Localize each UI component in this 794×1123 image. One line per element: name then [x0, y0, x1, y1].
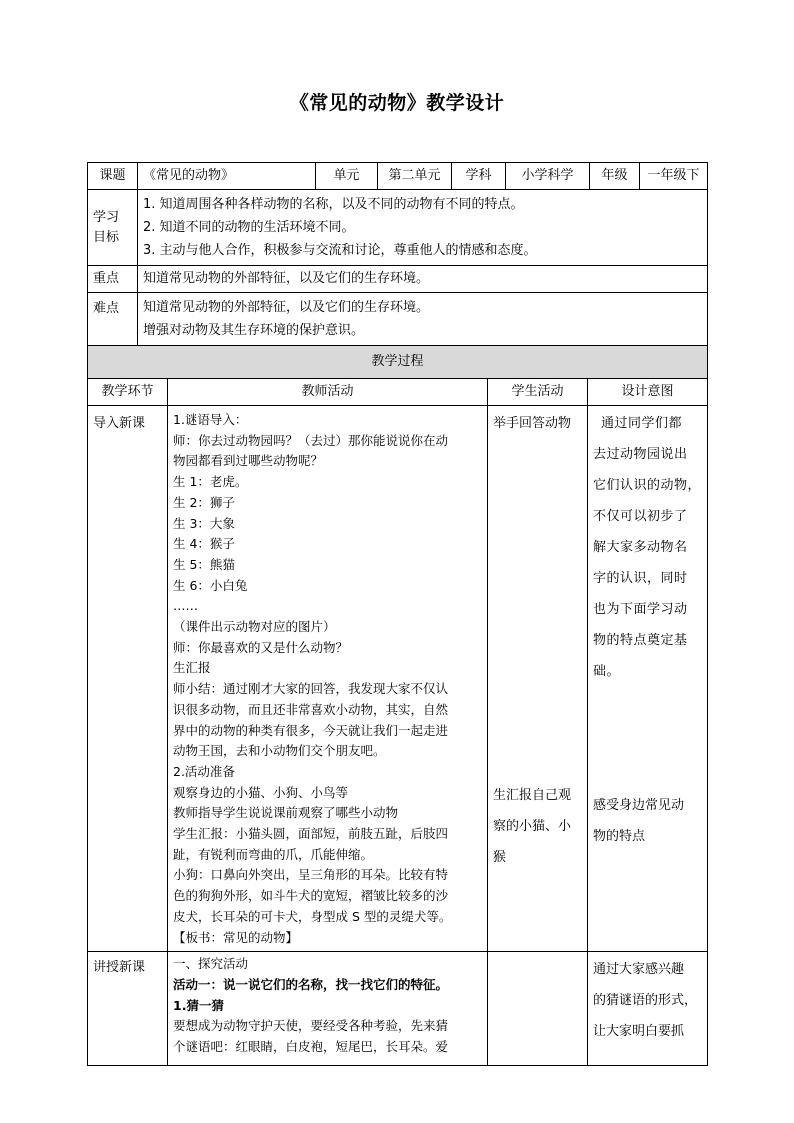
grade-label: 年级	[590, 163, 640, 190]
goals-label: 学习 目标	[88, 190, 138, 266]
header-student: 学生活动	[488, 379, 588, 406]
lesson-info-table	[87, 162, 708, 346]
design-intent-new: 通过大家感兴趣 的猜谜语的形式， 让大家明白要抓	[588, 952, 708, 1066]
stage-intro: 导入新课	[88, 406, 168, 952]
key-value: 知道常见动物的外部特征，以及它们的生存环境。	[138, 266, 708, 293]
header-stage: 教学环节	[88, 379, 168, 406]
difficulty-values: 知道常见动物的外部特征，以及它们的生存环境。 增强对动物及其生存环境的保护意识。	[138, 293, 708, 346]
teacher-activity-new: 一、探究活动 活动一：说一说它们的名称，找一找它们的特征。 1.猜一猜 要想成为动物守护天使，要经受各种考验，先来猜 个谜语吧：红眼睛，白皮袍，短尾巴，长耳朵。爱	[168, 952, 488, 1066]
design-intent-1: 通过同学们都 去过动物园说出 它们认识的动物， 不仅可以初步了 解大家多动物名 字的认识，同时 也为下面学习动 物的特点奠定基 础。	[593, 416, 702, 679]
document-title: 《常见的动物》教学设计	[289, 92, 505, 114]
process-band-title: 教学过程	[88, 346, 708, 379]
header-teacher: 教师活动	[168, 379, 488, 406]
teacher-activity-intro: 1.谜语导入： 师：你去过动物园吗？（去过）那你能说说你在动 物园都看到过哪些动物呢？ 生 1：老虎。 生 2：狮子 生 3：大象 生 4：猴子 生 5：熊猫 生 6：小白兔 …… （课件出示动物对应的图片） 师：你最喜欢的又是什么动物？ 生汇报 师小结：通过刚才大家的回答，我发现大家不仅认 识很多动物，而且还非常喜欢小动物，其实，自然 界中的动物的种类有很多，今天就让我们一起走进 动物王国，去和小动物们交个朋友吧。 2.活动准备 观察身边的小猫、小狗、小鸟等 教师指导学生说说课前观察了哪些小动物 学生汇报：小猫头圆，面部短，前肢五趾，后肢四 趾，有锐利而弯曲的爪，爪能伸缩。 小狗：口鼻向外突出，呈三角形的耳朵。比较有特 色的狗狗外形，如斗牛犬的宽短，褶皱比较多的沙 皮犬，长耳朵的可卡犬，身型成 S 型的灵缇犬等。 【板书：常见的动物】	[168, 406, 488, 952]
unit-value: 第二单元	[378, 163, 452, 190]
student-activity-2: 生汇报自己观 察的小猫、小 猴	[493, 788, 572, 865]
subject-label: 学科	[452, 163, 506, 190]
goal-item: 3. 主动与他人合作，积极参与交流和讨论，尊重他人的情感和态度。	[143, 243, 537, 258]
teaching-process-table	[87, 345, 708, 1066]
goal-item: 2. 知道不同的动物的生活环境不同。	[143, 220, 355, 235]
goal-item: 1. 知道周围各种各样动物的名称，以及不同的动物有不同的特点。	[143, 197, 524, 212]
topic-label: 课题	[88, 163, 138, 190]
difficulty-label: 难点	[88, 293, 138, 346]
topic-value: 《常见的动物》	[138, 163, 316, 190]
header-intent: 设计意图	[588, 379, 708, 406]
design-intent-intro	[588, 406, 708, 952]
grade-value: 一年级下	[640, 163, 708, 190]
key-label: 重点	[88, 266, 138, 293]
subject-value: 小学科学	[506, 163, 590, 190]
student-activity-intro	[488, 406, 588, 952]
design-intent-2: 感受身边常见动 物的特点	[593, 798, 685, 844]
unit-label: 单元	[316, 163, 378, 190]
goals-list	[138, 190, 708, 266]
student-activity-new	[488, 952, 588, 1066]
student-activity-1: 举手回答动物	[493, 416, 572, 431]
stage-new-lesson: 讲授新课	[88, 952, 168, 1066]
